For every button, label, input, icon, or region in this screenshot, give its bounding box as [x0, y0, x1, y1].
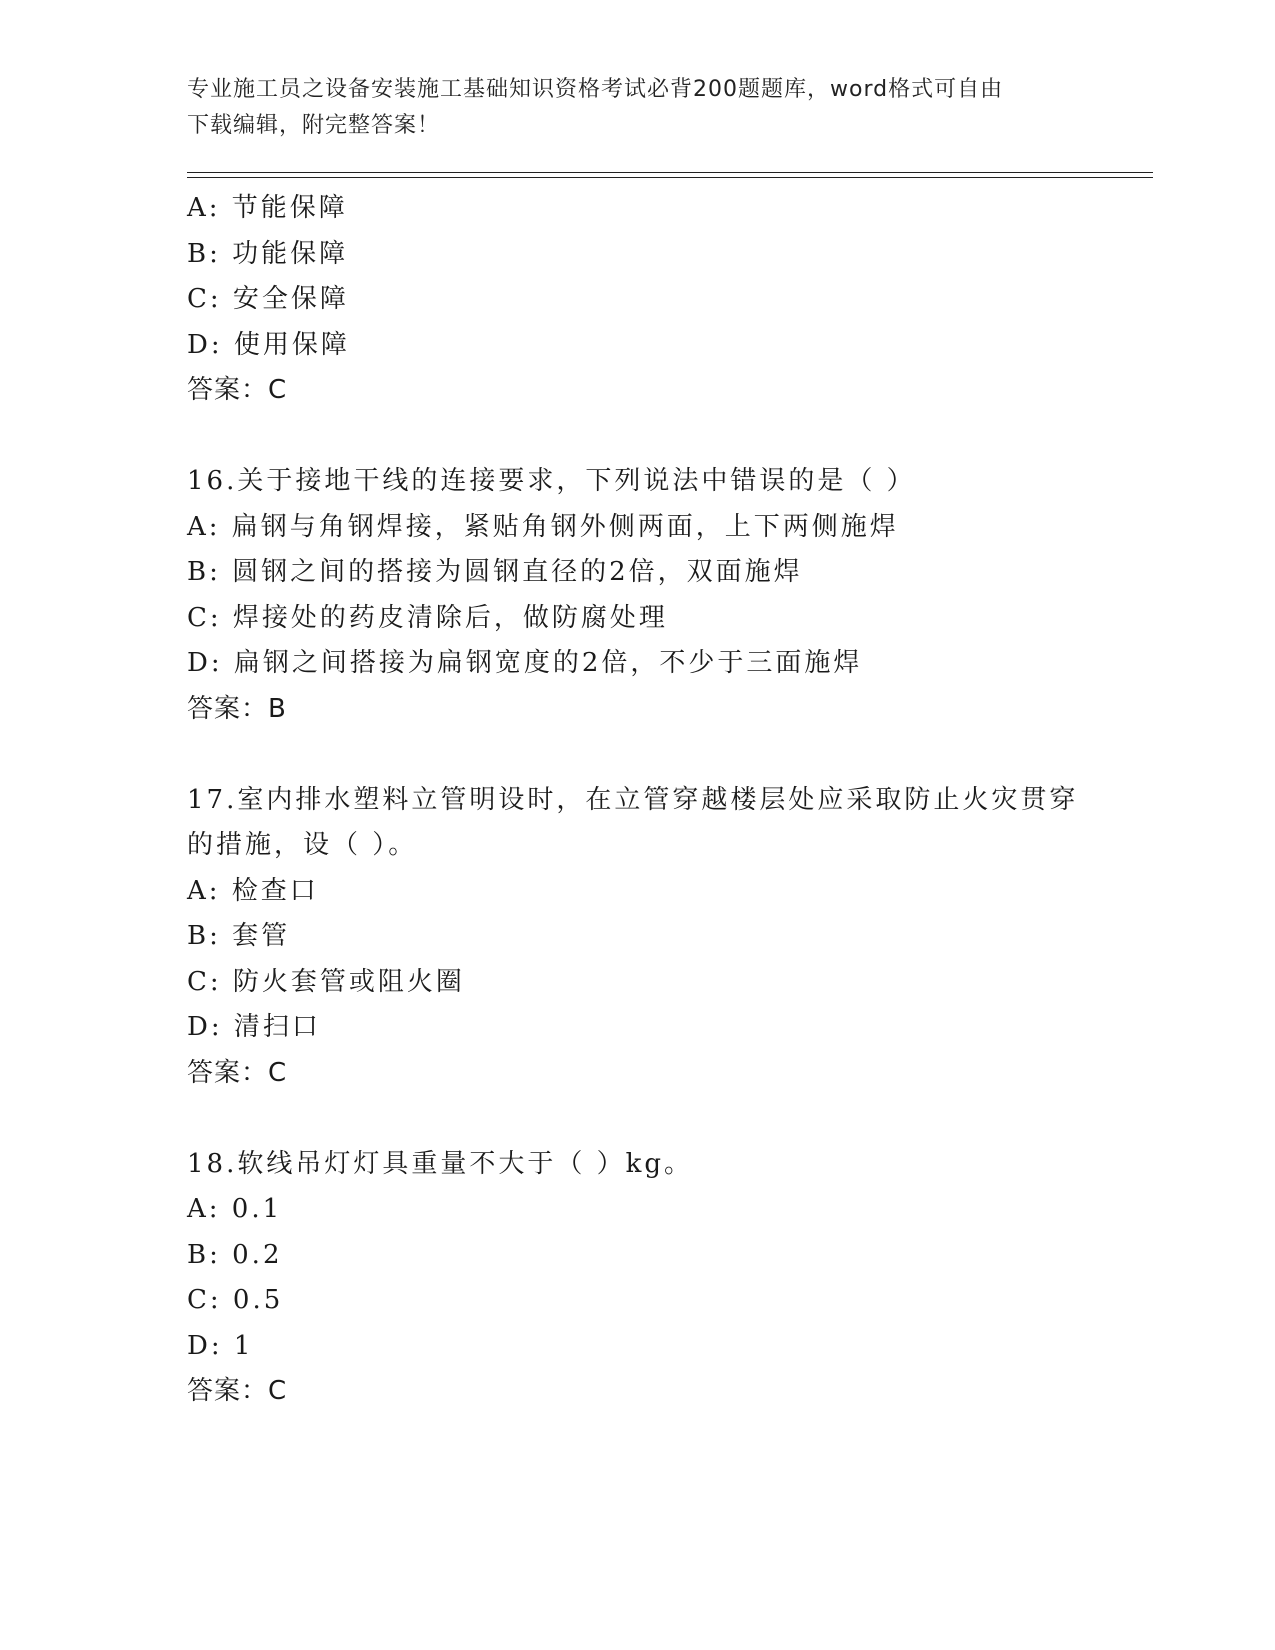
question-list [187, 186, 1147, 1415]
answer-line: 答案：B [187, 693, 287, 724]
option-d: D: 1 [187, 1330, 254, 1361]
header-line-2: 下载编辑，附完整答案！ [187, 113, 441, 138]
answer-line: 答案：C [187, 1057, 288, 1088]
option-b: B: 0.2 [187, 1239, 283, 1270]
question-stem-line-2: 的措施，设（ ）。 [187, 830, 418, 860]
option-b: B: 套管 [187, 921, 291, 951]
question-stem-line-1: 17.室内排水塑料立管明设时，在立管穿越楼层处应采取防止火灾贯穿 [187, 784, 1079, 815]
option-a: A: 扁钢与角钢焊接，紧贴角钢外侧两面，上下两侧施焊 [187, 511, 899, 542]
option-a: A: 0.1 [187, 1194, 283, 1224]
option-c: C: 焊接处的药皮清除后，做防腐处理 [187, 602, 668, 633]
option-c: C: 安全保障 [187, 284, 349, 314]
answer-line: 答案：C [187, 1376, 288, 1406]
option-c: C: 防火套管或阻火圈 [187, 966, 465, 997]
option-d: D: 清扫口 [187, 1012, 321, 1042]
question-block-18 [187, 1142, 1147, 1415]
question-block-16 [187, 459, 1147, 732]
question-stem: 18.软线吊灯灯具重量不大于（ ）kg。 [187, 1148, 694, 1179]
question-block-17 [187, 778, 1147, 1097]
question-block-15 [187, 186, 1147, 414]
option-c: C: 0.5 [187, 1285, 284, 1315]
option-b: B: 功能保障 [187, 238, 349, 269]
option-d: D: 使用保障 [187, 329, 350, 360]
header-line-1: 专业施工员之设备安装施工基础知识资格考试必背200题题库，word格式可自由 [187, 77, 1004, 102]
option-a: A: 节能保障 [187, 193, 348, 223]
header-divider-bottom [187, 177, 1153, 178]
question-stem: 16.关于接地干线的连接要求，下列说法中错误的是（ ） [187, 466, 916, 496]
option-d: D: 扁钢之间搭接为扁钢宽度的2倍，不少于三面施焊 [187, 648, 863, 678]
document-header [187, 72, 1067, 144]
answer-line: 答案：C [187, 375, 288, 405]
option-b: B: 圆钢之间的搭接为圆钢直径的2倍，双面施焊 [187, 557, 803, 587]
header-divider-top [187, 172, 1153, 173]
option-a: A: 检查口 [187, 875, 319, 906]
